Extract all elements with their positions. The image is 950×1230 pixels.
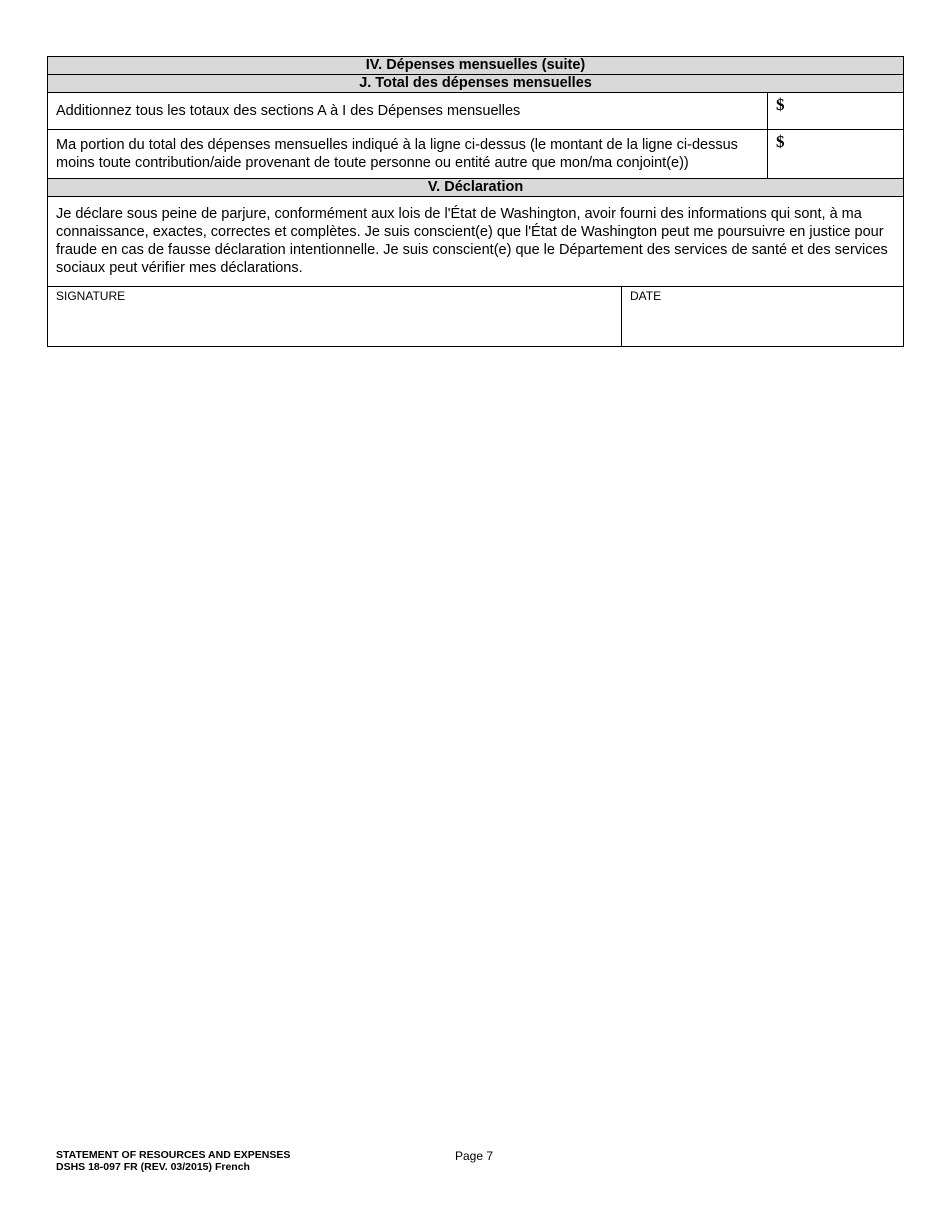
signature-label: SIGNATURE	[56, 289, 126, 303]
my-portion-amount-field[interactable]	[768, 130, 904, 179]
signature-field[interactable]	[48, 287, 622, 347]
total-expenses-row	[48, 93, 904, 130]
section-j-title: J. Total des dépenses mensuelles	[48, 75, 904, 93]
dollar-sign: $	[776, 95, 785, 114]
footer-form-info	[56, 1149, 290, 1173]
date-field[interactable]	[622, 287, 904, 347]
footer-form-code: DSHS 18-097 FR (REV. 03/2015) French	[56, 1161, 250, 1173]
footer-form-title: STATEMENT OF RESOURCES AND EXPENSES	[56, 1149, 291, 1161]
dollar-sign: $	[776, 132, 785, 151]
total-expenses-amount-field[interactable]	[768, 93, 904, 130]
my-portion-label: Ma portion du total des dépenses mensuelles indiqué à la ligne ci-dessus (le montant de la ligne ci-dessus moins toute contribution/aide provenant de toute personne ou entité autre que mon/ma conjoint(e))	[48, 130, 768, 179]
expenses-declaration-form	[47, 56, 904, 347]
declaration-text: Je déclare sous peine de parjure, conformément aux lois de l'État de Washington, avoir fourni des informations qui sont, à ma connaissance, exactes, correctes et complètes. Je suis conscient(e) que l'État de Washington peut me poursuivre en justice pour fraude en cas de fausse déclaration intentionnelle. Je suis conscient(e) que le Département des services de santé et des services sociaux peut vérifier mes déclarations.	[48, 197, 904, 287]
section-v-title: V. Déclaration	[48, 179, 904, 197]
date-label: DATE	[630, 289, 662, 303]
page-number: Page 7	[455, 1149, 494, 1163]
section-iv-title: IV. Dépenses mensuelles (suite)	[48, 57, 904, 75]
my-portion-row	[48, 130, 904, 179]
signature-row	[48, 287, 904, 347]
total-expenses-label: Additionnez tous les totaux des sections A à I des Dépenses mensuelles	[48, 93, 768, 130]
